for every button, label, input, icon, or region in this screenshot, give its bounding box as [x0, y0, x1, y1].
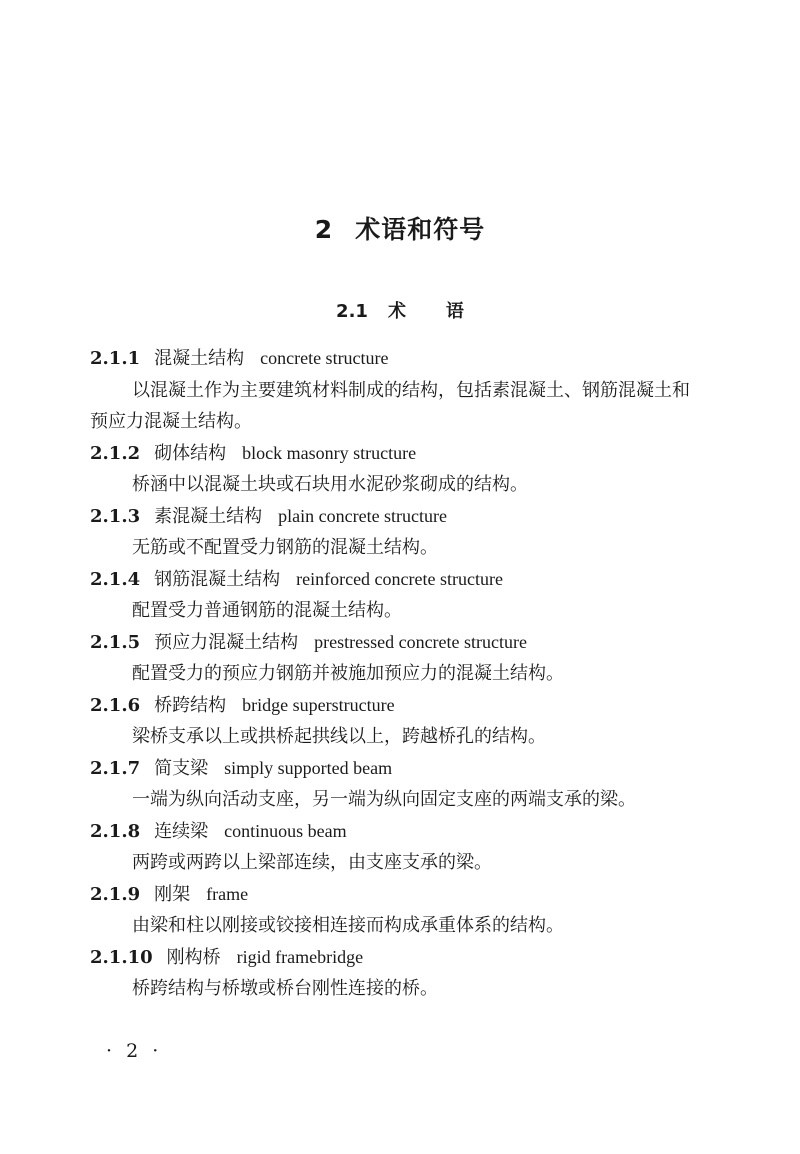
term-chinese: 素混凝土结构	[154, 505, 263, 527]
term-english: plain concrete structure	[278, 505, 448, 526]
term-entry	[90, 501, 702, 564]
chapter-title-text: 术语和符号	[355, 215, 486, 244]
term-definition: 由梁和柱以刚接或铰接相连接而构成承重体系的结构。	[132, 915, 564, 936]
term-definition: 配置受力普通钢筋的混凝土结构。	[132, 600, 402, 621]
term-heading	[90, 753, 702, 785]
term-chinese: 桥跨结构	[154, 694, 227, 716]
term-number: 2.1.8	[90, 820, 141, 842]
term-heading	[90, 690, 702, 722]
term-heading	[90, 816, 702, 848]
term-definition: 配置受力的预应力钢筋并被施加预应力的混凝土结构。	[132, 663, 564, 684]
term-definition: 一端为纵向活动支座，另一端为纵向固定支座的两端支承的梁。	[132, 789, 636, 810]
term-definition: 以混凝土作为主要建筑材料制成的结构，包括素混凝土、钢筋混凝土和预应力混凝土结构。	[90, 379, 690, 432]
term-number: 2.1.6	[90, 694, 141, 716]
term-english: block masonry structure	[242, 442, 417, 463]
term-number: 2.1.9	[90, 883, 141, 905]
term-number: 2.1.10	[90, 946, 153, 968]
term-entry	[90, 438, 702, 501]
term-chinese: 混凝土结构	[154, 348, 245, 369]
term-english: concrete structure	[260, 348, 389, 368]
term-chinese: 刚构桥	[166, 946, 221, 968]
term-number: 2.1.5	[90, 631, 141, 653]
term-chinese: 连续梁	[154, 820, 209, 842]
term-entry	[90, 343, 702, 438]
term-english: frame	[206, 883, 249, 904]
term-entry	[90, 879, 702, 942]
term-entry	[90, 564, 702, 627]
term-number: 2.1.7	[90, 757, 141, 779]
term-english: prestressed concrete structure	[314, 631, 528, 652]
term-entry	[90, 753, 702, 816]
term-definition: 桥跨结构与桥墩或桥台刚性连接的桥。	[132, 978, 438, 999]
term-definition: 桥涵中以混凝土块或石块用水泥砂浆砌成的结构。	[132, 474, 528, 495]
term-heading	[90, 343, 702, 375]
term-heading	[90, 564, 702, 596]
page-number: · 2 ·	[106, 1040, 163, 1062]
term-number: 2.1.2	[90, 442, 141, 464]
term-number: 2.1.1	[90, 348, 141, 369]
term-definition: 两跨或两跨以上梁部连续，由支座支承的梁。	[132, 852, 492, 873]
term-heading	[90, 438, 702, 470]
term-chinese: 刚架	[154, 883, 191, 905]
term-chinese: 砌体结构	[154, 442, 227, 464]
term-english: continuous beam	[224, 820, 347, 841]
term-entry	[90, 627, 702, 690]
term-number: 2.1.3	[90, 505, 141, 527]
term-entry	[90, 942, 702, 1005]
term-chinese: 钢筋混凝土结构	[154, 568, 281, 590]
term-definition: 梁桥支承以上或拱桥起拱线以上，跨越桥孔的结构。	[132, 726, 546, 747]
term-chinese: 简支梁	[154, 757, 209, 779]
term-english: bridge superstructure	[242, 694, 395, 715]
term-heading	[90, 501, 702, 533]
section-title-text: 术语	[387, 301, 504, 322]
terms-list	[90, 343, 702, 1005]
term-number: 2.1.4	[90, 568, 141, 590]
chapter-number: 2	[314, 215, 334, 244]
term-english: reinforced concrete structure	[296, 568, 503, 589]
chapter-title	[0, 210, 800, 246]
term-english: rigid framebridge	[236, 946, 364, 967]
term-chinese: 预应力混凝土结构	[154, 631, 299, 653]
term-definition: 无筋或不配置受力钢筋的混凝土结构。	[132, 537, 438, 558]
term-english: simply supported beam	[224, 757, 393, 778]
section-number: 2.1	[336, 301, 368, 322]
term-heading	[90, 627, 702, 659]
term-heading	[90, 942, 702, 974]
section-title	[0, 297, 800, 323]
term-heading	[90, 879, 702, 911]
term-entry	[90, 816, 702, 879]
term-entry	[90, 690, 702, 753]
